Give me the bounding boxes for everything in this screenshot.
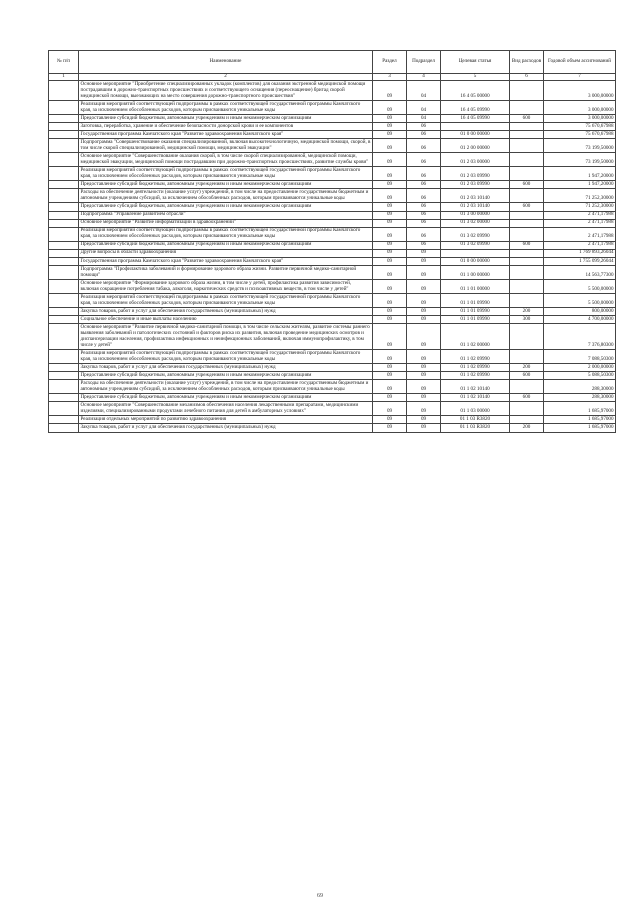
razdel-cell: 09 bbox=[373, 394, 407, 402]
amount-cell: 1 755 099,26044 bbox=[544, 257, 616, 265]
expense-type-cell: 600 bbox=[510, 394, 544, 402]
target-article-cell: 01 0 00 00000 bbox=[441, 257, 510, 265]
expense-type-cell bbox=[510, 266, 544, 280]
table-body bbox=[49, 81, 616, 432]
podrazdel-cell: 09 bbox=[407, 380, 441, 394]
expense-type-cell bbox=[510, 123, 544, 131]
amount-cell: 2 471,17988 bbox=[544, 211, 616, 219]
row-number-cell bbox=[49, 249, 79, 257]
podrazdel-cell: 09 bbox=[407, 266, 441, 280]
target-article-cell: 01 0 00 00000 bbox=[441, 131, 510, 139]
table-row bbox=[49, 153, 616, 167]
podrazdel-cell: 06 bbox=[407, 123, 441, 131]
razdel-cell: 09 bbox=[373, 81, 407, 101]
target-article-cell: 01 1 02 09990 bbox=[441, 372, 510, 380]
podrazdel-cell: 04 bbox=[407, 101, 441, 115]
amount-cell: 5 500,00000 bbox=[544, 280, 616, 294]
expense-type-cell bbox=[510, 219, 544, 227]
item-name-cell: Реализация мероприятий соответствующей подпрограммы в рамках соответствующей государственной программы Камчатского края, за исключением обособленных расходов, которым присваиваются уникальные коды bbox=[79, 167, 373, 181]
budget-table bbox=[48, 50, 616, 433]
column-number: 1 bbox=[49, 74, 79, 81]
page-number: 69 bbox=[317, 893, 323, 899]
row-number-cell bbox=[49, 123, 79, 131]
item-name-cell: Основное мероприятие "Приобретение специализированных укладок (комплектов) для оказания экстренной медицинской помощи пострадавшим в дорожно-транспортных происшествиях и соответствующего оснащения (переоснащение) бригад скорой медицинской помощи, выезжающих на место совершения дорожно-транспортного происшествия" bbox=[79, 81, 373, 101]
target-article-cell: 01 3 02 09990 bbox=[441, 227, 510, 241]
header-name: Наименование bbox=[79, 51, 373, 74]
item-name-cell: Реализация мероприятий соответствующей подпрограммы в рамках соответствующей государственной программы Камчатского края, за исключением обособленных расходов, которым присваиваются уникальные коды bbox=[79, 227, 373, 241]
item-name-cell: Предоставление субсидий бюджетным, автономным учреждениям и иным некоммерческим организациям bbox=[79, 115, 373, 123]
podrazdel-cell: 06 bbox=[407, 203, 441, 211]
podrazdel-cell: 09 bbox=[407, 416, 441, 424]
header-podrazdel: Подраздел bbox=[407, 51, 441, 74]
expense-type-cell bbox=[510, 257, 544, 265]
amount-cell: 3 000,00000 bbox=[544, 101, 616, 115]
target-article-cell: 01 1 02 10140 bbox=[441, 394, 510, 402]
podrazdel-cell: 09 bbox=[407, 372, 441, 380]
amount-cell: 288,30000 bbox=[544, 380, 616, 394]
target-article-cell: 01 2 00 00000 bbox=[441, 139, 510, 153]
amount-cell: 73 199,50000 bbox=[544, 139, 616, 153]
target-article-cell: 01 2 03 10140 bbox=[441, 203, 510, 211]
row-number-cell bbox=[49, 394, 79, 402]
razdel-cell: 09 bbox=[373, 181, 407, 189]
target-article-cell: 01 1 02 00000 bbox=[441, 324, 510, 350]
expense-type-cell bbox=[510, 350, 544, 364]
table-row bbox=[49, 211, 616, 219]
target-article-cell: 01 2 03 09990 bbox=[441, 181, 510, 189]
header-number: № п/п bbox=[49, 51, 79, 74]
expense-type-cell bbox=[510, 101, 544, 115]
table-row bbox=[49, 139, 616, 153]
budget-table-page bbox=[48, 50, 615, 433]
razdel-cell: 09 bbox=[373, 266, 407, 280]
podrazdel-cell: 09 bbox=[407, 364, 441, 372]
table-row bbox=[49, 294, 616, 308]
row-number-cell bbox=[49, 294, 79, 308]
razdel-cell: 09 bbox=[373, 324, 407, 350]
target-article-cell: 01 1 02 10140 bbox=[441, 380, 510, 394]
amount-cell: 75 670,67988 bbox=[544, 123, 616, 131]
expense-type-cell bbox=[510, 249, 544, 257]
razdel-cell: 09 bbox=[373, 364, 407, 372]
item-name-cell: Основное мероприятие "Совершенствование оказания скорой, в том числе скорой специализированной, медицинской помощи, медицинской эвакуации, медицинской помощи пострадавшим при дорожно-транспортных происшествиях, развитие службы крови" bbox=[79, 153, 373, 167]
table-row bbox=[49, 416, 616, 424]
podrazdel-cell: 04 bbox=[407, 115, 441, 123]
amount-cell: 1 769 893,26044 bbox=[544, 249, 616, 257]
expense-type-cell: 600 bbox=[510, 181, 544, 189]
amount-cell: 7 376,80300 bbox=[544, 324, 616, 350]
amount-cell: 73 199,50000 bbox=[544, 153, 616, 167]
razdel-cell: 09 bbox=[373, 280, 407, 294]
razdel-cell: 09 bbox=[373, 372, 407, 380]
table-row bbox=[49, 115, 616, 123]
expense-type-cell bbox=[510, 324, 544, 350]
razdel-cell: 09 bbox=[373, 189, 407, 203]
table-row bbox=[49, 380, 616, 394]
podrazdel-cell: 06 bbox=[407, 227, 441, 241]
table-row bbox=[49, 350, 616, 364]
row-number-cell bbox=[49, 424, 79, 432]
item-name-cell: Закупка товаров, работ и услуг для обеспечения государственных (муниципальных) нужд bbox=[79, 364, 373, 372]
expense-type-cell: 200 bbox=[510, 308, 544, 316]
row-number-cell bbox=[49, 316, 79, 324]
target-article-cell: 01 1 02 09990 bbox=[441, 364, 510, 372]
table-row bbox=[49, 249, 616, 257]
podrazdel-cell: 06 bbox=[407, 211, 441, 219]
podrazdel-cell: 09 bbox=[407, 424, 441, 432]
item-name-cell: Расходы на обеспечение деятельности (оказание услуг) учреждений, в том числе на предоставление государственным бюджетным и автономным учреждениям субсидий, за исключением обособленных расходов, которым присваиваются уникальные коды bbox=[79, 380, 373, 394]
amount-cell: 1 685,97000 bbox=[544, 402, 616, 416]
table-row bbox=[49, 394, 616, 402]
item-name-cell: Предоставление субсидий бюджетным, автономным учреждениям и иным некоммерческим организациям bbox=[79, 241, 373, 249]
column-number: 2 bbox=[79, 74, 373, 81]
row-number-cell bbox=[49, 203, 79, 211]
target-article-cell: 01 1 03 00000 bbox=[441, 402, 510, 416]
amount-cell: 2 000,00000 bbox=[544, 364, 616, 372]
target-article-cell: 01 1 01 09990 bbox=[441, 316, 510, 324]
expense-type-cell bbox=[510, 131, 544, 139]
column-number: 5 bbox=[441, 74, 510, 81]
target-article-cell: 16 4 05 00000 bbox=[441, 81, 510, 101]
target-article-cell: 01 3 00 00000 bbox=[441, 211, 510, 219]
row-number-cell bbox=[49, 139, 79, 153]
table-row bbox=[49, 189, 616, 203]
column-number: 3 bbox=[373, 74, 407, 81]
expense-type-cell bbox=[510, 227, 544, 241]
razdel-cell: 09 bbox=[373, 294, 407, 308]
row-number-cell bbox=[49, 266, 79, 280]
amount-cell: 14 563,77300 bbox=[544, 266, 616, 280]
table-row bbox=[49, 324, 616, 350]
row-number-cell bbox=[49, 257, 79, 265]
podrazdel-cell: 06 bbox=[407, 153, 441, 167]
table-row bbox=[49, 308, 616, 316]
item-name-cell: Реализация мероприятий соответствующей подпрограммы в рамках соответствующей государственной программы Камчатского края, за исключением обособленных расходов, которым присваиваются уникальные коды bbox=[79, 350, 373, 364]
amount-cell: 1 947,20000 bbox=[544, 181, 616, 189]
expense-type-cell: 300 bbox=[510, 316, 544, 324]
expense-type-cell bbox=[510, 280, 544, 294]
amount-cell: 5 088,50300 bbox=[544, 372, 616, 380]
razdel-cell: 09 bbox=[373, 211, 407, 219]
razdel-cell: 09 bbox=[373, 203, 407, 211]
target-article-cell: 01 1 02 09990 bbox=[441, 350, 510, 364]
target-article-cell: 01 1 01 09990 bbox=[441, 308, 510, 316]
amount-cell: 3 000,00000 bbox=[544, 81, 616, 101]
podrazdel-cell: 06 bbox=[407, 131, 441, 139]
column-number: 7 bbox=[544, 74, 616, 81]
podrazdel-cell: 09 bbox=[407, 257, 441, 265]
row-number-cell bbox=[49, 416, 79, 424]
expense-type-cell bbox=[510, 402, 544, 416]
table-row bbox=[49, 266, 616, 280]
razdel-cell: 09 bbox=[373, 249, 407, 257]
item-name-cell: Социальное обеспечение и иные выплаты населению bbox=[79, 316, 373, 324]
row-number-cell bbox=[49, 211, 79, 219]
expense-type-cell bbox=[510, 211, 544, 219]
item-name-cell: Предоставление субсидий бюджетным, автономным учреждениям и иным некоммерческим организациям bbox=[79, 394, 373, 402]
item-name-cell: Другие вопросы в области здравоохранения bbox=[79, 249, 373, 257]
amount-cell: 2 471,17988 bbox=[544, 227, 616, 241]
header-annual-amount: Годовой объем ассигнований bbox=[544, 51, 616, 74]
amount-cell: 288,30000 bbox=[544, 394, 616, 402]
razdel-cell: 09 bbox=[373, 241, 407, 249]
item-name-cell: Основное мероприятие "Формирование здорового образа жизни, в том числе у детей, профилактика развития зависимостей, включая сокращение потребления табака, алкоголя, наркотических средств и психоактивных веществ, в том числе у детей" bbox=[79, 280, 373, 294]
target-article-cell: 16 4 05 09990 bbox=[441, 115, 510, 123]
table-row bbox=[49, 81, 616, 101]
expense-type-cell bbox=[510, 416, 544, 424]
expense-type-cell: 600 bbox=[510, 203, 544, 211]
amount-cell: 4 700,00000 bbox=[544, 316, 616, 324]
row-number-cell bbox=[49, 280, 79, 294]
row-number-cell bbox=[49, 364, 79, 372]
podrazdel-cell: 09 bbox=[407, 316, 441, 324]
table-header-row bbox=[49, 51, 616, 74]
row-number-cell bbox=[49, 380, 79, 394]
item-name-cell: Реализация мероприятий соответствующей подпрограммы в рамках соответствующей государственной программы Камчатского края, за исключением обособленных расходов, которым присваиваются уникальные коды bbox=[79, 101, 373, 115]
item-name-cell: Основное мероприятие "Развитие информатизации в здравоохранении" bbox=[79, 219, 373, 227]
item-name-cell: Подпрограмма "Совершенствование оказания специализированной, включая высокотехнологичную, медицинской помощи, скорой, в том числе скорой специализированной, медицинской помощи, медицинской эвакуации" bbox=[79, 139, 373, 153]
header-target-article: Целевая статья bbox=[441, 51, 510, 74]
amount-cell: 75 670,67988 bbox=[544, 131, 616, 139]
row-number-cell bbox=[49, 402, 79, 416]
row-number-cell bbox=[49, 241, 79, 249]
amount-cell: 2 471,17988 bbox=[544, 241, 616, 249]
razdel-cell: 09 bbox=[373, 402, 407, 416]
column-number: 6 bbox=[510, 74, 544, 81]
table-row bbox=[49, 424, 616, 432]
expense-type-cell: 200 bbox=[510, 364, 544, 372]
row-number-cell bbox=[49, 131, 79, 139]
podrazdel-cell: 09 bbox=[407, 249, 441, 257]
amount-cell: 2 471,17988 bbox=[544, 219, 616, 227]
item-name-cell: Реализация отдельных мероприятий по развитию здравоохранения bbox=[79, 416, 373, 424]
item-name-cell: Государственная программа Камчатского края "Развитие здравоохранения Камчатского края" bbox=[79, 257, 373, 265]
table-row bbox=[49, 364, 616, 372]
razdel-cell: 09 bbox=[373, 227, 407, 241]
amount-cell: 3 000,00000 bbox=[544, 115, 616, 123]
target-article-cell: 01 1 01 09990 bbox=[441, 294, 510, 308]
row-number-cell bbox=[49, 153, 79, 167]
razdel-cell: 09 bbox=[373, 101, 407, 115]
razdel-cell: 09 bbox=[373, 350, 407, 364]
target-article-cell bbox=[441, 249, 510, 257]
table-row bbox=[49, 101, 616, 115]
razdel-cell: 09 bbox=[373, 316, 407, 324]
razdel-cell: 09 bbox=[373, 424, 407, 432]
table-row bbox=[49, 316, 616, 324]
razdel-cell: 09 bbox=[373, 167, 407, 181]
item-name-cell: Расходы на обеспечение деятельности (оказание услуг) учреждений, в том числе на предоставление государственным бюджетным и автономным учреждениям субсидий, за исключением обособленных расходов, которым присваиваются уникальные коды bbox=[79, 189, 373, 203]
item-name-cell: Подпрограмма "Управление развитием отрасли" bbox=[79, 211, 373, 219]
row-number-cell bbox=[49, 308, 79, 316]
razdel-cell: 09 bbox=[373, 131, 407, 139]
table-row bbox=[49, 203, 616, 211]
podrazdel-cell: 09 bbox=[407, 280, 441, 294]
podrazdel-cell: 09 bbox=[407, 350, 441, 364]
target-article-cell: 16 4 05 09990 bbox=[441, 101, 510, 115]
razdel-cell: 09 bbox=[373, 123, 407, 131]
expense-type-cell bbox=[510, 81, 544, 101]
row-number-cell bbox=[49, 227, 79, 241]
target-article-cell: 01 1 03 R3820 bbox=[441, 424, 510, 432]
razdel-cell: 09 bbox=[373, 153, 407, 167]
expense-type-cell bbox=[510, 294, 544, 308]
item-name-cell: Основное мероприятие "Совершенствование механизмов обеспечения населения лекарственными препаратами, медицинскими изделиями, специализированными продуктами лечебного питания для детей в амбулаторных условиях" bbox=[79, 402, 373, 416]
amount-cell: 1 947,20000 bbox=[544, 167, 616, 181]
expense-type-cell: 200 bbox=[510, 424, 544, 432]
razdel-cell: 09 bbox=[373, 219, 407, 227]
podrazdel-cell: 09 bbox=[407, 324, 441, 350]
column-number-row bbox=[49, 74, 616, 81]
row-number-cell bbox=[49, 81, 79, 101]
header-expense-type: Вид расходов bbox=[510, 51, 544, 74]
podrazdel-cell: 06 bbox=[407, 219, 441, 227]
table-row bbox=[49, 280, 616, 294]
target-article-cell: 01 1 00 00000 bbox=[441, 266, 510, 280]
table-row bbox=[49, 227, 616, 241]
row-number-cell bbox=[49, 324, 79, 350]
podrazdel-cell: 09 bbox=[407, 394, 441, 402]
razdel-cell: 09 bbox=[373, 139, 407, 153]
razdel-cell: 09 bbox=[373, 115, 407, 123]
table-row bbox=[49, 402, 616, 416]
item-name-cell: Закупка товаров, работ и услуг для обеспечения государственных (муниципальных) нужд bbox=[79, 424, 373, 432]
table-row bbox=[49, 167, 616, 181]
razdel-cell: 09 bbox=[373, 380, 407, 394]
table-row bbox=[49, 257, 616, 265]
target-article-cell: 01 2 03 09990 bbox=[441, 167, 510, 181]
expense-type-cell bbox=[510, 189, 544, 203]
expense-type-cell: 600 bbox=[510, 241, 544, 249]
target-article-cell: 01 2 03 00000 bbox=[441, 153, 510, 167]
podrazdel-cell: 06 bbox=[407, 241, 441, 249]
row-number-cell bbox=[49, 372, 79, 380]
item-name-cell: Подпрограмма "Профилактика заболеваний и формирование здорового образа жизни. Развитие первичной медико-санитарной помощи" bbox=[79, 266, 373, 280]
target-article-cell: 01 1 03 R3820 bbox=[441, 416, 510, 424]
amount-cell: 5 500,00000 bbox=[544, 294, 616, 308]
expense-type-cell: 600 bbox=[510, 372, 544, 380]
row-number-cell bbox=[49, 101, 79, 115]
item-name-cell: Предоставление субсидий бюджетным, автономным учреждениям и иным некоммерческим организациям bbox=[79, 372, 373, 380]
razdel-cell: 09 bbox=[373, 416, 407, 424]
expense-type-cell bbox=[510, 167, 544, 181]
row-number-cell bbox=[49, 189, 79, 203]
podrazdel-cell: 09 bbox=[407, 294, 441, 308]
podrazdel-cell: 06 bbox=[407, 139, 441, 153]
item-name-cell: Закупка товаров, работ и услуг для обеспечения государственных (муниципальных) нужд bbox=[79, 308, 373, 316]
header-razdel: Раздел bbox=[373, 51, 407, 74]
amount-cell: 71 252,30000 bbox=[544, 189, 616, 203]
expense-type-cell bbox=[510, 153, 544, 167]
item-name-cell: Основное мероприятие "Развитие первичной медико-санитарной помощи, в том числе сельским жителям, развитие системы раннего выявления заболеваний и патологических состояний и факторов риска их развития, включая проведение медицинских осмотров и диспансеризации населения, профилактика инфекционных и неинфекционных заболеваний, включая иммунопрофилактику, в том числе у детей" bbox=[79, 324, 373, 350]
target-article-cell: 01 2 03 10140 bbox=[441, 189, 510, 203]
podrazdel-cell: 04 bbox=[407, 81, 441, 101]
target-article-cell bbox=[441, 123, 510, 131]
item-name-cell: Заготовка, переработка, хранение и обеспечение безопасности донорской крови и ее компонентов bbox=[79, 123, 373, 131]
podrazdel-cell: 09 bbox=[407, 308, 441, 316]
amount-cell: 800,00000 bbox=[544, 308, 616, 316]
table-row bbox=[49, 131, 616, 139]
target-article-cell: 01 3 02 09990 bbox=[441, 241, 510, 249]
expense-type-cell bbox=[510, 139, 544, 153]
podrazdel-cell: 06 bbox=[407, 181, 441, 189]
expense-type-cell bbox=[510, 380, 544, 394]
row-number-cell bbox=[49, 219, 79, 227]
table-row bbox=[49, 372, 616, 380]
item-name-cell: Предоставление субсидий бюджетным, автономным учреждениям и иным некоммерческим организациям bbox=[79, 203, 373, 211]
expense-type-cell: 600 bbox=[510, 115, 544, 123]
item-name-cell: Предоставление субсидий бюджетным, автономным учреждениям и иным некоммерческим организациям bbox=[79, 181, 373, 189]
amount-cell: 1 685,97000 bbox=[544, 416, 616, 424]
column-number: 4 bbox=[407, 74, 441, 81]
row-number-cell bbox=[49, 350, 79, 364]
target-article-cell: 01 1 01 00000 bbox=[441, 280, 510, 294]
row-number-cell bbox=[49, 181, 79, 189]
item-name-cell: Реализация мероприятий соответствующей подпрограммы в рамках соответствующей государственной программы Камчатского края, за исключением обособленных расходов, которым присваиваются уникальные коды bbox=[79, 294, 373, 308]
podrazdel-cell: 09 bbox=[407, 402, 441, 416]
amount-cell: 71 252,30000 bbox=[544, 203, 616, 211]
amount-cell: 1 685,97000 bbox=[544, 424, 616, 432]
target-article-cell: 01 3 02 00000 bbox=[441, 219, 510, 227]
table-row bbox=[49, 181, 616, 189]
row-number-cell bbox=[49, 167, 79, 181]
row-number-cell bbox=[49, 115, 79, 123]
razdel-cell: 09 bbox=[373, 308, 407, 316]
item-name-cell: Государственная программа Камчатского края "Развитие здравоохранения Камчатского края" bbox=[79, 131, 373, 139]
razdel-cell: 09 bbox=[373, 257, 407, 265]
podrazdel-cell: 06 bbox=[407, 189, 441, 203]
amount-cell: 7 088,50300 bbox=[544, 350, 616, 364]
podrazdel-cell: 06 bbox=[407, 167, 441, 181]
table-row bbox=[49, 123, 616, 131]
